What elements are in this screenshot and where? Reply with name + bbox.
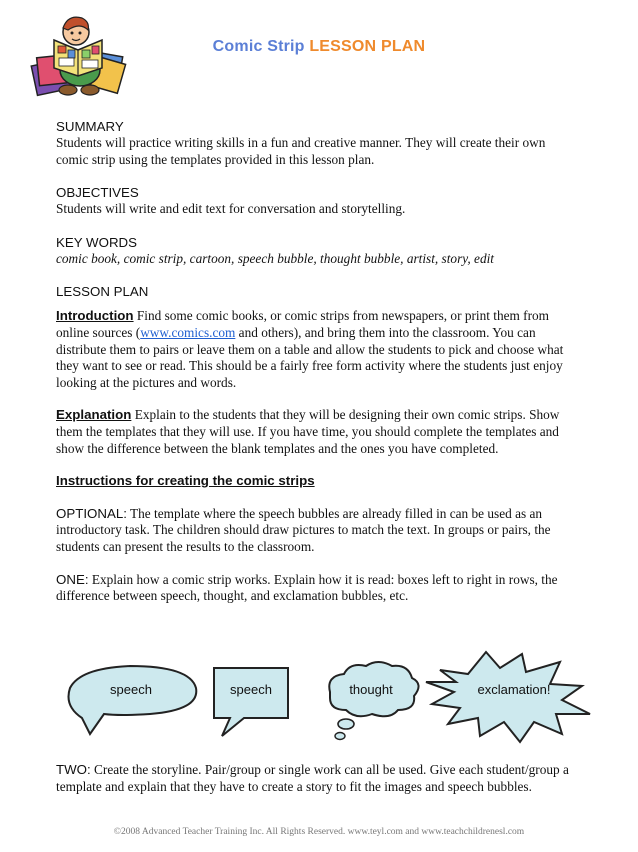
lesson-plan-heading: LESSON PLAN	[56, 284, 149, 300]
introduction-text-start: Find some comic books, or comic strips from newspapers, or print them from online sources (	[56, 308, 550, 340]
summary-text: Students will practice writing skills in a fun and creative manner. They will create their own comic strip using the templates provided in this lesson plan.	[56, 135, 546, 167]
objectives-heading: OBJECTIVES	[56, 185, 139, 201]
bubble-examples	[0, 648, 638, 748]
rectangle-speech-bubble-icon	[214, 668, 288, 736]
child-reading-comics-icon	[28, 10, 128, 102]
thought-bubble-icon	[329, 662, 418, 740]
key-words-text: comic book, comic strip, cartoon, speech bubble, thought bubble, artist, story, edit	[56, 250, 494, 266]
comics-link[interactable]: www.comics.com	[140, 324, 236, 340]
copyright-footer: ©2008 Advanced Teacher Training Inc. All Rights Reserved. www.teyl.com and www.teachchildrenesl.com	[113, 827, 525, 837]
introduction-label: Introduction	[56, 308, 134, 324]
exclamation-bubble-label: exclamation!	[477, 682, 551, 697]
step-two-label: TWO:	[56, 762, 91, 777]
explanation-label: Explanation	[56, 407, 132, 423]
title-part-lesson-plan: LESSON PLAN	[309, 38, 426, 55]
lesson-content	[56, 118, 578, 605]
rectangle-bubble-label: speech	[230, 682, 272, 697]
optional-text: The template where the speech bubbles are already filled in can be used as an introductory task. The children should draw pictures to match the text. In groups or pairs, the students can present the results to the classroom.	[56, 505, 551, 554]
step-one-label: ONE:	[56, 571, 89, 587]
exclamation-bubble-icon	[426, 652, 590, 742]
optional-paragraph	[56, 506, 578, 556]
explanation-paragraph	[56, 407, 578, 457]
explanation-text: Explain to the students that they will be designing their own comic strips. Show them the templates that they will use. If you have time, you should complete the templates and show the difference between the blank templates and the ones you have completed.	[56, 407, 560, 456]
thought-bubble-label: thought	[349, 682, 393, 697]
title-part-comic-strip: Comic Strip	[212, 38, 305, 55]
page-title	[0, 38, 638, 56]
oval-speech-bubble-icon	[69, 666, 197, 734]
step-two-paragraph	[56, 762, 578, 795]
introduction-paragraph	[56, 308, 578, 391]
step-one-paragraph	[56, 572, 578, 605]
instructions-heading: Instructions for creating the comic strips	[56, 473, 315, 489]
optional-label: OPTIONAL:	[56, 505, 127, 521]
introduction-text-end: and others), and bring them into the classroom. You can distribute them to pairs or leave them on a table and allow the students to pick and choose what they want to see or read. This should be a fairly free form activity where the students just enjoy looking at the pictures and words.	[56, 324, 564, 390]
key-words-heading: KEY WORDS	[56, 234, 138, 250]
summary-heading: SUMMARY	[56, 119, 124, 134]
step-one-text: Explain how a comic strip works. Explain how it is read: boxes left to right in rows, the difference between speech, thought, and exclamation bubbles, etc.	[56, 571, 558, 604]
bubble-shapes	[0, 648, 638, 748]
oval-bubble-label: speech	[110, 682, 152, 697]
objectives-text: Students will write and edit text for conversation and storytelling.	[56, 201, 406, 217]
step-two-text: Create the storyline. Pair/group or single work can all be used. Give each student/group a template and explain that they have to create a story to fit the images and speech bubbles.	[56, 762, 569, 794]
